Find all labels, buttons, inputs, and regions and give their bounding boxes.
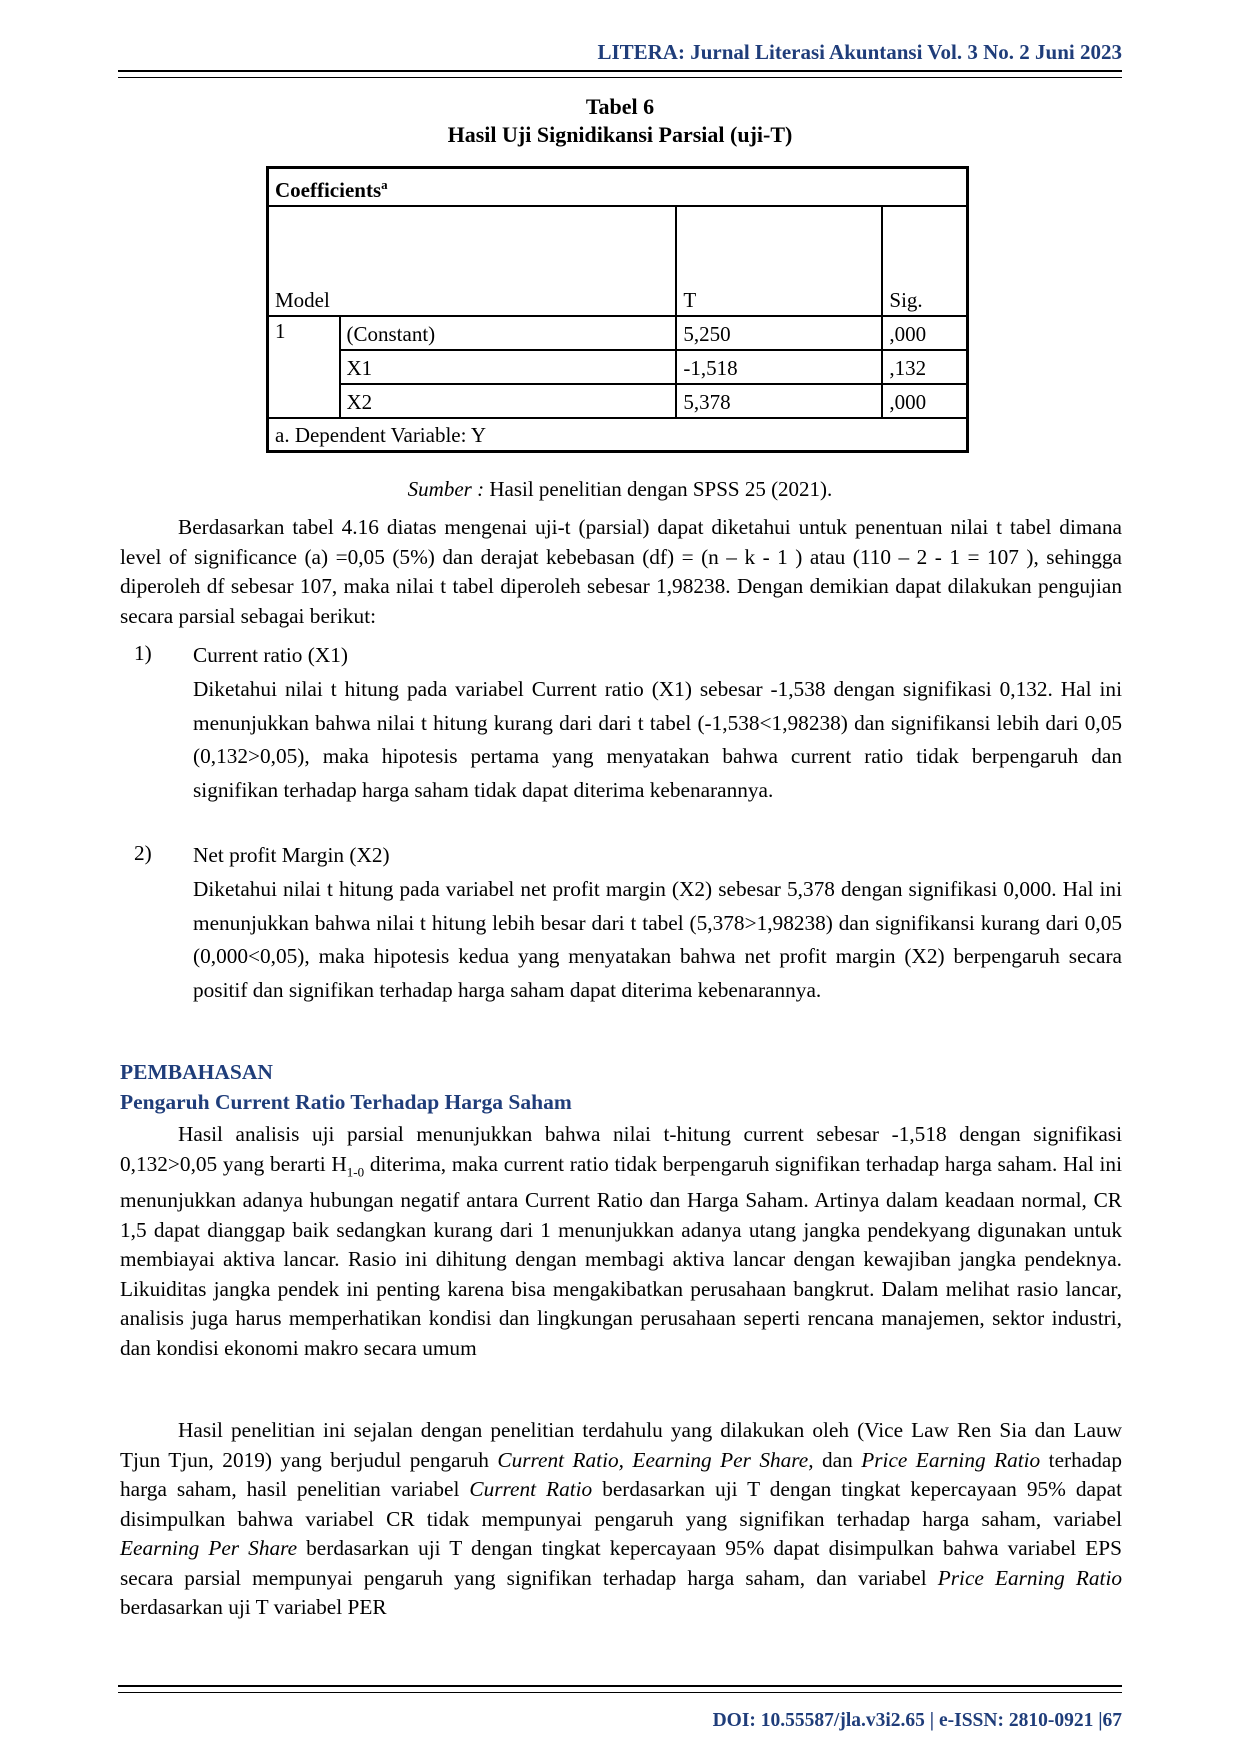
table-row [268, 316, 968, 350]
model-number: 1 [268, 316, 340, 418]
list-number: 2) [134, 841, 152, 865]
discussion-paragraph-2: Hasil penelitian ini sejalan dengan penelitian terdahulu yang dilakukan oleh (Vice Law Ren Sia dan Lauw Tjun Tjun, 2019) yang berjudul pengaruh Current Ratio, Eearning Per Share, dan Price Earning Ratio terhadap harga saham, hasil penelitian variabel Current Ratio berdasarkan uji T dengan tingkat kepercayaan 95% dapat disimpulkan bahwa variabel CR tidak mempunyai pengaruh yang signifikan terhadap harga saham, variabel Eearning Per Share berdasarkan uji T dengan tingkat kepercayaan 95% dapat disimpulkan bahwa variabel EPS secara parsial mempunyai pengaruh yang signifikan terhadap harga saham, dan variabel Price Earning Ratio berdasarkan uji T variabel PER [120, 1418, 1123, 1619]
intro-paragraph: Berdasarkan tabel 4.16 diatas mengenai uji-t (parsial) dapat diketahui untuk penentuan nilai t tabel dimana level of significance (a) =0,05 (5%) dan derajat kebebasan (df) = (n – k - 1 ) atau (110 – 2 - 1 = 107 ), sehingga diperoleh df sebesar 107, maka nilai t tabel diperoleh sebesar 1,98238. Dengan demikian dapat dilakukan pengujian secara parsial sebagai berikut: [120, 515, 1122, 628]
row-sig: ,000 [882, 384, 967, 418]
list-body: Diketahui nilai t hitung pada variabel net profit margin (X2) sebesar 5,378 dengan signifikasi 0,000. Hal ini menunjukkan bahwa nilai t hitung lebih besar dari t tabel (5,378>1,98238) dan signifikansi kurang dari 0,05 (0,000<0,05), maka hipotesis kedua yang menyatakan bahwa net profit margin (X2) berpengaruh secara positif dan signifikan terhadap harga saham dapat diterima kebenarannya. [193, 877, 1122, 1002]
list-title: Net profit Margin (X2) [193, 843, 390, 867]
subsection-title: Pengaruh Current Ratio Terhadap Harga Saham [120, 1090, 572, 1114]
footer-doi: DOI: 10.55587/jla.v3i2.65 | e-ISSN: 2810-0921 |67 [712, 1710, 1122, 1731]
row-sig: ,132 [882, 350, 967, 384]
table-header-row [268, 206, 968, 316]
header-model: Model [268, 206, 677, 316]
coefficients-table [266, 166, 969, 453]
section-title: PEMBAHASAN [120, 1060, 273, 1084]
footer-rule [118, 1685, 1122, 1693]
row-sig: ,000 [882, 316, 967, 350]
table-title-row [268, 168, 968, 206]
row-t: -1,518 [676, 350, 882, 384]
journal-header: LITERA: Jurnal Literasi Akuntansi Vol. 3 No. 2 Juni 2023 [597, 40, 1122, 64]
row-t: 5,378 [676, 384, 882, 418]
table-title: Coefficients$^a$ [268, 168, 968, 206]
list-body: Diketahui nilai t hitung pada variabel Current ratio (X1) sebesar -1,538 dengan signifikasi 0,132. Hal ini menunjukkan bahwa nilai t hitung kurang dari dari t tabel (-1,538<1,98238) dan signifikansi lebih dari 0,05 (0,132>0,05), maka hipotesis pertama yang menyatakan bahwa current ratio tidak berpengaruh dan signifikan terhadap harga saham tidak dapat diterima kebenarannya. [193, 677, 1122, 802]
table-footnote-row [268, 418, 968, 452]
row-name: X2 [340, 384, 677, 418]
table-row [268, 350, 968, 384]
header-sig: Sig. [882, 206, 967, 316]
list-title: Current ratio (X1) [193, 643, 348, 667]
table-caption-title: Hasil Uji Signidikansi Parsial (uji-T) [447, 122, 793, 147]
table-source: Sumber : Hasil penelitian dengan SPSS 25 (2021). [407, 477, 833, 501]
row-name: X1 [340, 350, 677, 384]
row-t: 5,250 [676, 316, 882, 350]
discussion-paragraph-1: Hasil analisis uji parsial menunjukkan bahwa nilai t-hitung current sebesar -1,518 dengan signifikasi 0,132>0,05 yang berarti $H_{1-0}$ diterima, maka current ratio tidak berpengaruh signifikan terhadap harga saham. Hal ini menunjukkan adanya hubungan negatif antara Current Ratio dan Harga Saham. Artinya dalam keadaan normal, CR 1,5 dapat dianggap baik sedangkan kurang dari 1 menunjukkan adanya utang jangka pendekyang digunakan untuk membiayai aktiva lancar. Rasio ini dihitung dengan membagi aktiva lancar dengan kewajiban jangka pendeknya. Likuiditas jangka pendek ini penting karena bisa mengakibatkan perusahaan bangkrut. Dalam melihat rasio lancar, analisis juga harus memperhatikan kondisi dan lingkungan perusahaan seperti rencana manajemen, sektor industri, dan kondisi ekonomi makro secara umum [120, 1122, 1122, 1360]
table-caption-number: Tabel 6 [585, 94, 655, 119]
list-number: 1) [134, 641, 152, 665]
row-name: (Constant) [340, 316, 677, 350]
header-rule [118, 70, 1122, 78]
table-footnote: a. Dependent Variable: Y [268, 418, 968, 452]
table-row [268, 384, 968, 418]
header-t: T [676, 206, 882, 316]
